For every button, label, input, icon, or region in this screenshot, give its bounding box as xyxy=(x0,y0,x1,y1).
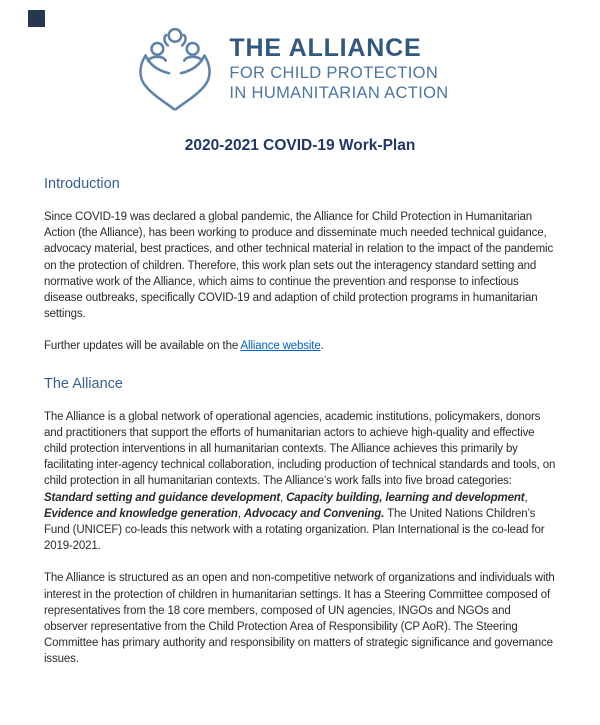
section-introduction xyxy=(44,176,556,355)
text-segment: , xyxy=(524,491,528,504)
logo-subtitle-2: IN HUMANITARIAN ACTION xyxy=(229,83,449,102)
text-segment: . xyxy=(320,340,324,353)
section-heading-the-alliance: The Alliance xyxy=(44,375,123,392)
text-segment: , xyxy=(237,507,244,520)
document-title: 2020-2021 COVID-19 Work-Plan xyxy=(184,137,416,154)
alliance-structure-paragraph: The Alliance is structured as an open and non-competitive network of organizations and individuals with interest in the protection of children in humanitarian settings. It has a Steering Committee composed of representatives from the 18 core members, composed of UN agencies, INGOs and NGOs and observer representative from the Child Protection Area of Responsibility (CP AoR). The Steering Committee has primary authority and responsibility on matters of strategic significance and governance issues. xyxy=(44,572,555,666)
alliance-logo-text xyxy=(229,35,448,103)
text-segment: Evidence and knowledge generation xyxy=(44,507,238,520)
further-updates-paragraph xyxy=(44,338,556,354)
alliance-description-paragraph xyxy=(44,409,556,555)
logo-subtitle-1: FOR CHILD PROTECTION xyxy=(229,63,439,82)
section-heading-introduction: Introduction xyxy=(44,176,120,192)
logo-title: THE ALLIANCE xyxy=(229,34,422,63)
text-segment: Further updates will be available on the xyxy=(44,340,241,353)
text-segment: Advocacy and Convening. xyxy=(243,507,385,520)
text-segment: The Alliance is a global network of operational agencies, academic institutions, policymakers, donors and practitioners that support the efforts of humanitarian actors to achieve high-quality and effective child protection interventions in all humanitarian contexts. The Alliance achieves this primarily by facilitating inter-agency technical collaboration, including production of technical standards and tools, on child protection in all humanitarian contexts. The Alliance’s work falls into five broad categories: xyxy=(44,410,556,488)
section-the-alliance xyxy=(44,376,556,668)
alliance-logo xyxy=(35,25,547,113)
alliance-hands-children-icon xyxy=(133,25,217,113)
intro-paragraph: Since COVID-19 was declared a global pandemic, the Alliance for Child Protection in Humanitarian Action (the Alliance), has been working to produce and disseminate much needed technical guidance, advocacy material, best practices, and other technical material in relation to the impact of the pandemic on the protection of children. Therefore, this work plan sets out the interagency standard setting and normative work of the Alliance, which aims to continue the prevention and response to infectious disease outbreaks, specifically COVID-19 and adaption of child protection programs in humanitarian settings. xyxy=(44,211,554,321)
alliance-website-link[interactable]: Alliance website xyxy=(240,340,321,353)
text-segment: The United Nations Children’s Fund (UNICEF) co-leads this network with a rotating organization. Plan International is the co-lead for 2019-2021. xyxy=(44,507,545,553)
text-segment: Capacity building, learning and development xyxy=(286,491,525,504)
text-segment: Standard setting and guidance development xyxy=(44,491,281,504)
text-segment: , xyxy=(280,491,287,504)
